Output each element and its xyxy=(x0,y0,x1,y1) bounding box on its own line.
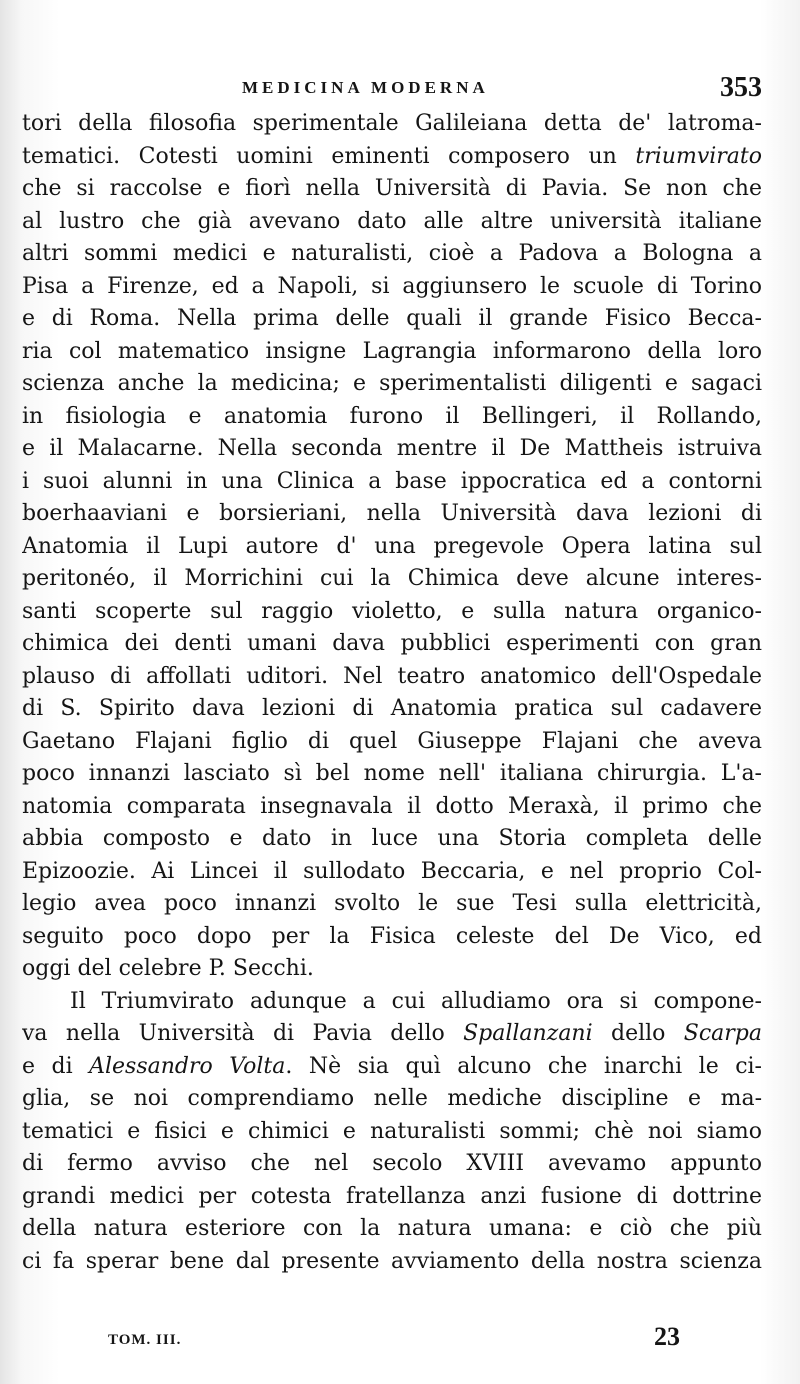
text-run: scienza anche la medicina; e sperimentalisti diligenti e sagaci xyxy=(22,371,762,396)
volume-signature: TOM. III. xyxy=(108,1332,182,1348)
text-line xyxy=(22,1213,762,1246)
text-run: santi scoperte sul raggio violetto, e sulla natura organico- xyxy=(22,598,762,624)
text-line xyxy=(22,791,762,824)
text-line xyxy=(22,596,762,629)
text-run: in fisiologia e anatomia furono il Bellingeri, il Rollando, xyxy=(22,403,762,429)
text-run: boerhaaviani e borsieriani, nella Università dava lezioni di xyxy=(22,501,762,526)
page-number: 353 xyxy=(720,72,762,103)
paragraph xyxy=(22,986,762,1279)
text-run: e il Malacarne. Nella seconda mentre il De Mattheis istruiva xyxy=(22,436,762,461)
text-line xyxy=(22,368,762,401)
text-line xyxy=(22,303,762,336)
text-run: Anatomia il Lupi autore d' una pregevole Opera latina sul xyxy=(22,533,762,559)
text-line xyxy=(22,336,762,369)
text-line xyxy=(22,1181,762,1214)
text-line xyxy=(22,726,762,759)
text-line xyxy=(22,563,762,596)
running-title: MEDICINA MODERNA xyxy=(242,78,489,97)
text-run: ci fa sperar bene dal presente avviamento della nostra scienza xyxy=(22,1248,762,1274)
text-run: legio avea poco innanzi svolto le sue Tesi sulla elettricità, xyxy=(22,891,762,916)
text-run: e di xyxy=(22,1053,90,1079)
text-run: glia, se noi comprendiamo nelle mediche discipline e ma- xyxy=(22,1086,762,1111)
text-run: seguito poco dopo per la Fisica celeste del De Vico, ed xyxy=(22,923,762,949)
text-run: poco innanzi lasciato sì bel nome nell' italiana chirurgia. L'a- xyxy=(22,761,762,786)
text-run: che si raccolse e fiorì nella Università di Pavia. Se non che xyxy=(22,176,762,201)
text-run: tematici. Cotesti uomini eminenti composero un xyxy=(22,143,636,169)
italic-run: Spallanzani xyxy=(463,1021,593,1046)
running-head xyxy=(22,72,762,108)
text-run: dello xyxy=(592,1021,684,1046)
text-line xyxy=(22,531,762,564)
page-footer xyxy=(22,1322,762,1362)
text-run: di S. Spirito dava lezioni di Anatomia pratica sul cadavere xyxy=(22,696,762,721)
text-line xyxy=(22,108,762,141)
text-line xyxy=(22,1246,762,1279)
text-run: e di Roma. Nella prima delle quali il grande Fisico Becca- xyxy=(22,306,762,331)
text-line xyxy=(22,986,762,1019)
text-line xyxy=(22,1051,762,1084)
text-line xyxy=(22,921,762,954)
italic-run: Scarpa xyxy=(683,1021,762,1046)
text-run: grandi medici per cotesta fratellanza anzi fusione di dottrine xyxy=(22,1183,762,1209)
text-run: natomia comparata insegnavala il dotto Meraxà, il primo che xyxy=(22,793,762,819)
text-line xyxy=(22,238,762,271)
text-line xyxy=(22,141,762,174)
text-run: peritonéo, il Morrichini cui la Chimica deve alcune interes- xyxy=(22,566,762,591)
text-run: ria col matematico insigne Lagrangia informarono della loro xyxy=(22,338,762,364)
text-line xyxy=(22,888,762,921)
text-run: al lustro che già avevano dato alle altre università italiane xyxy=(22,208,762,234)
text-line xyxy=(22,498,762,531)
text-line xyxy=(22,173,762,206)
text-line xyxy=(22,433,762,466)
text-run: di fermo avviso che nel secolo XVIII avevamo appunto xyxy=(22,1151,762,1176)
text-run: Il Triumvirato adunque a cui alludiamo ora si compone- xyxy=(70,988,762,1014)
text-line xyxy=(22,628,762,661)
text-run: plauso di affollati uditori. Nel teatro anatomico dell'Ospedale xyxy=(22,663,762,689)
text-run: altri sommi medici e naturalisti, cioè a Padova a Bologna a xyxy=(22,241,762,266)
text-run: Gaetano Flajani figlio di quel Giuseppe Flajani che aveva xyxy=(22,728,762,754)
paragraph xyxy=(22,108,762,986)
text-line xyxy=(22,856,762,889)
text-run: va nella Università di Pavia dello xyxy=(22,1021,464,1046)
text-run: chimica dei denti umani dava pubblici esperimenti con gran xyxy=(22,631,762,656)
text-line xyxy=(22,953,762,986)
text-line xyxy=(22,206,762,239)
text-run: abbia composto e dato in luce una Storia completa delle xyxy=(22,826,762,851)
text-line xyxy=(22,401,762,434)
text-run: Pisa a Firenze, ed a Napoli, si aggiunsero le scuole di Torino xyxy=(22,273,762,299)
text-run: i suoi alunni in una Clinica a base ippocratica ed a contorni xyxy=(22,468,762,494)
body-text xyxy=(22,108,762,1278)
text-line xyxy=(22,1083,762,1116)
text-line xyxy=(22,1148,762,1181)
italic-run: triumvirato xyxy=(635,143,762,169)
text-run: tematici e fisici e chimici e naturalisti sommi; chè noi siamo xyxy=(22,1118,762,1144)
text-line xyxy=(22,271,762,304)
text-run: della natura esteriore con la natura umana: e ciò che più xyxy=(22,1216,762,1241)
text-line xyxy=(22,1116,762,1149)
italic-run: Alessandro Volta xyxy=(89,1053,286,1079)
text-line xyxy=(22,1018,762,1051)
text-line xyxy=(22,466,762,499)
text-line xyxy=(22,758,762,791)
text-line xyxy=(22,693,762,726)
text-run: oggi del celebre P. Secchi. xyxy=(22,956,314,981)
text-line xyxy=(22,661,762,694)
text-run: . Nè sia quì alcuno che inarchi le ci- xyxy=(285,1053,762,1079)
gathering-number: 23 xyxy=(654,1322,680,1351)
text-line xyxy=(22,823,762,856)
text-run: tori della filosofia sperimentale Galileiana detta de' latroma- xyxy=(22,111,762,136)
text-run: Epizoozie. Ai Lincei il sullodato Beccaria, e nel proprio Col- xyxy=(22,858,762,884)
